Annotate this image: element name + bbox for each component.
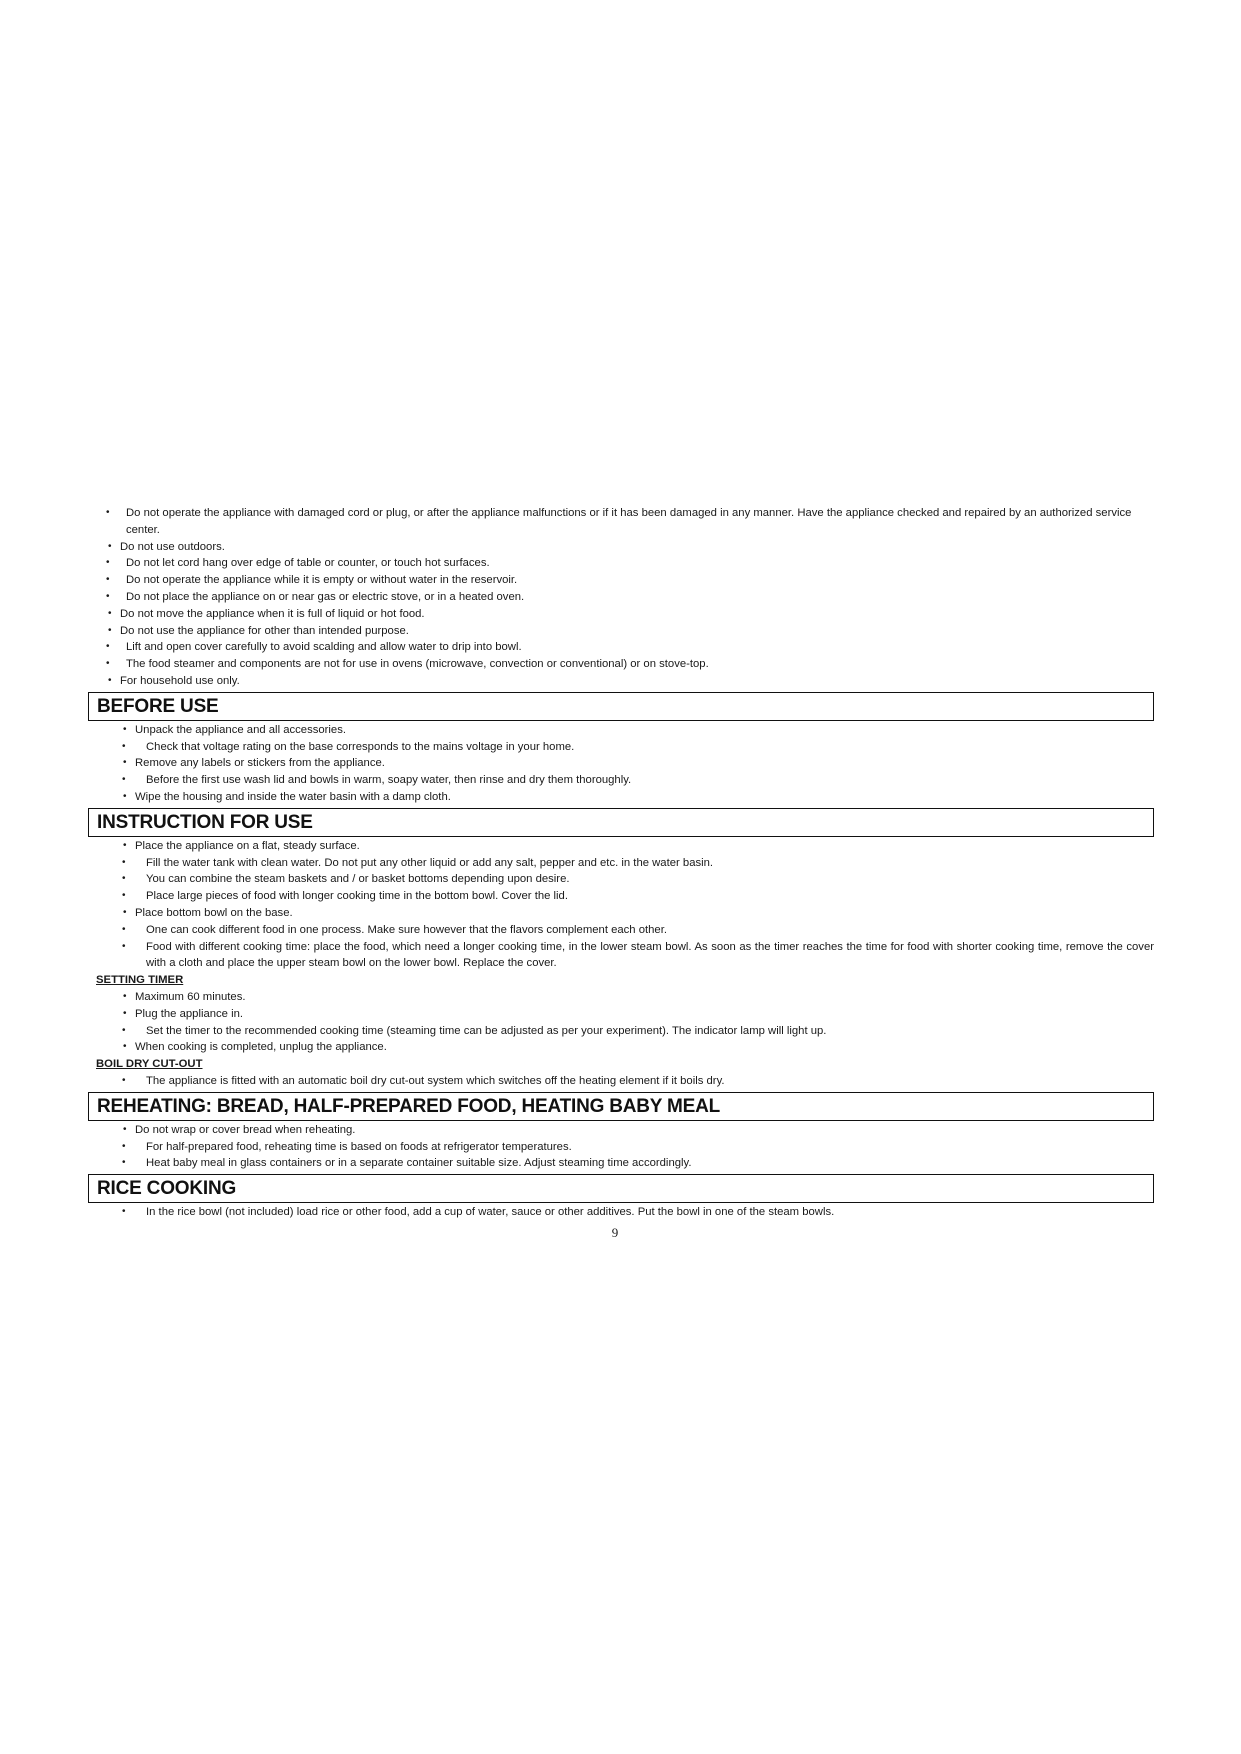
list-item: • Place large pieces of food with longer cooking time in the bottom bowl. Cover the lid. bbox=[88, 888, 1154, 905]
section-heading-instruction-for-use: INSTRUCTION FOR USE bbox=[88, 808, 1154, 837]
instruction-list bbox=[88, 838, 1154, 972]
bullet-icon: • bbox=[122, 1206, 126, 1218]
bullet-icon: • bbox=[122, 923, 126, 935]
bullet-icon: • bbox=[106, 557, 110, 569]
list-item: • Fill the water tank with clean water. Do not put any other liquid or add any salt, pepper and etc. in the water basin. bbox=[88, 855, 1154, 872]
page-number: 9 bbox=[611, 1224, 619, 1240]
list-item: • Place bottom bowl on the base. bbox=[88, 905, 1154, 922]
bullet-icon: • bbox=[108, 540, 112, 552]
list-item: • In the rice bowl (not included) load rice or other food, add a cup of water, sauce or other additives. Put the bowl in one of the steam bowls. bbox=[88, 1204, 1154, 1221]
list-item: • Lift and open cover carefully to avoid scalding and allow water to drip into bowl. bbox=[88, 639, 1154, 656]
bullet-icon: • bbox=[122, 856, 126, 868]
list-item: • Before the first use wash lid and bowls in warm, soapy water, then rinse and dry them thoroughly. bbox=[88, 772, 1154, 789]
bullet-icon: • bbox=[122, 1157, 126, 1169]
bullet-icon: • bbox=[123, 990, 127, 1002]
bullet-icon: • bbox=[123, 723, 127, 735]
bullet-icon: • bbox=[108, 624, 112, 636]
subheading-setting-timer: SETTING TIMER bbox=[96, 974, 184, 987]
list-item: • Unpack the appliance and all accessories. bbox=[88, 722, 1154, 739]
bullet-icon: • bbox=[106, 658, 110, 670]
list-item: • When cooking is completed, unplug the appliance. bbox=[88, 1039, 1154, 1056]
bullet-icon: • bbox=[123, 1041, 127, 1053]
rice-cooking-list bbox=[88, 1204, 1154, 1221]
setting-timer-list bbox=[88, 989, 1154, 1056]
list-item: • Do not operate the appliance while it is empty or without water in the reservoir. bbox=[88, 572, 1154, 589]
list-item: • For half-prepared food, reheating time is based on foods at refrigerator temperatures. bbox=[88, 1139, 1154, 1156]
bullet-icon: • bbox=[122, 1140, 126, 1152]
section-heading-rice-cooking: RICE COOKING bbox=[88, 1174, 1154, 1203]
list-item: • The appliance is fitted with an automatic boil dry cut-out system which switches off the heating element if it boils dry. bbox=[88, 1073, 1154, 1090]
bullet-icon: • bbox=[122, 774, 126, 786]
bullet-icon: • bbox=[106, 574, 110, 586]
list-item: • Food with different cooking time: place the food, which need a longer cooking time, in the lower steam bowl. As soon as the timer reaches the time for food with shorter cooking time, remove the cover with a cloth and place the upper steam bowl on the lower bowl. Replace the cover. bbox=[122, 940, 1154, 970]
bullet-icon: • bbox=[106, 590, 110, 602]
bullet-icon: • bbox=[123, 906, 127, 918]
list-item: • Check that voltage rating on the base corresponds to the mains voltage in your home. bbox=[88, 739, 1154, 756]
bullet-icon: • bbox=[108, 607, 112, 619]
list-item: • Do not place the appliance on or near gas or electric stove, or in a heated oven. bbox=[88, 589, 1154, 606]
bullet-icon: • bbox=[122, 1024, 126, 1036]
bullet-icon: • bbox=[122, 890, 126, 902]
bullet-icon: • bbox=[123, 790, 127, 802]
list-item: • Do not use outdoors. bbox=[88, 539, 1154, 556]
list-item: • Do not wrap or cover bread when reheating. bbox=[88, 1122, 1154, 1139]
safety-list bbox=[88, 505, 1154, 690]
bullet-icon: • bbox=[123, 1123, 127, 1135]
bullet-icon: • bbox=[123, 1007, 127, 1019]
list-item: • Do not move the appliance when it is full of liquid or hot food. bbox=[88, 606, 1154, 623]
list-item: • You can combine the steam baskets and / or basket bottoms depending upon desire. bbox=[88, 871, 1154, 888]
list-item: • Do not let cord hang over edge of table or counter, or touch hot surfaces. bbox=[88, 555, 1154, 572]
list-item: • Plug the appliance in. bbox=[88, 1006, 1154, 1023]
section-heading-reheating: REHEATING: BREAD, HALF-PREPARED FOOD, HEATING BABY MEAL bbox=[88, 1092, 1154, 1121]
section-heading-before-use: BEFORE USE bbox=[88, 692, 1154, 721]
boil-dry-list bbox=[88, 1073, 1154, 1090]
bullet-icon: • bbox=[122, 873, 126, 885]
bullet-icon: • bbox=[123, 839, 127, 851]
list-item: • One can cook different food in one process. Make sure however that the flavors complement each other. bbox=[88, 922, 1154, 939]
bullet-icon: • bbox=[122, 940, 126, 952]
reheating-list bbox=[88, 1122, 1154, 1172]
bullet-icon: • bbox=[106, 641, 110, 653]
list-item: • Do not use the appliance for other than intended purpose. bbox=[88, 623, 1154, 640]
bullet-icon: • bbox=[106, 507, 110, 518]
page-content bbox=[88, 505, 1154, 1242]
list-item: • Place the appliance on a flat, steady surface. bbox=[88, 838, 1154, 855]
subheading-boil-dry-cut-out: BOIL DRY CUT-OUT bbox=[96, 1058, 203, 1071]
bullet-icon: • bbox=[123, 757, 127, 769]
list-item: • Wipe the housing and inside the water basin with a damp cloth. bbox=[88, 789, 1154, 806]
bullet-icon: • bbox=[122, 740, 126, 752]
bullet-icon: • bbox=[122, 1074, 126, 1086]
before-use-list bbox=[88, 722, 1154, 806]
list-item: • The food steamer and components are not for use in ovens (microwave, convection or conventional) or on stove-top. bbox=[88, 656, 1154, 673]
list-item: • Maximum 60 minutes. bbox=[88, 989, 1154, 1006]
list-item: • Set the timer to the recommended cooking time (steaming time can be adjusted as per your experiment). The indicator lamp will light up. bbox=[88, 1023, 1154, 1040]
list-item: • Do not operate the appliance with damaged cord or plug, or after the appliance malfunctions or if it has been damaged in any manner. Have the appliance checked and repaired by an authorized service center. bbox=[106, 507, 1132, 536]
list-item: • For household use only. bbox=[88, 673, 1154, 690]
list-item: • Heat baby meal in glass containers or in a separate container suitable size. Adjust steaming time accordingly. bbox=[88, 1155, 1154, 1172]
bullet-icon: • bbox=[108, 674, 112, 686]
list-item: • Remove any labels or stickers from the appliance. bbox=[88, 755, 1154, 772]
